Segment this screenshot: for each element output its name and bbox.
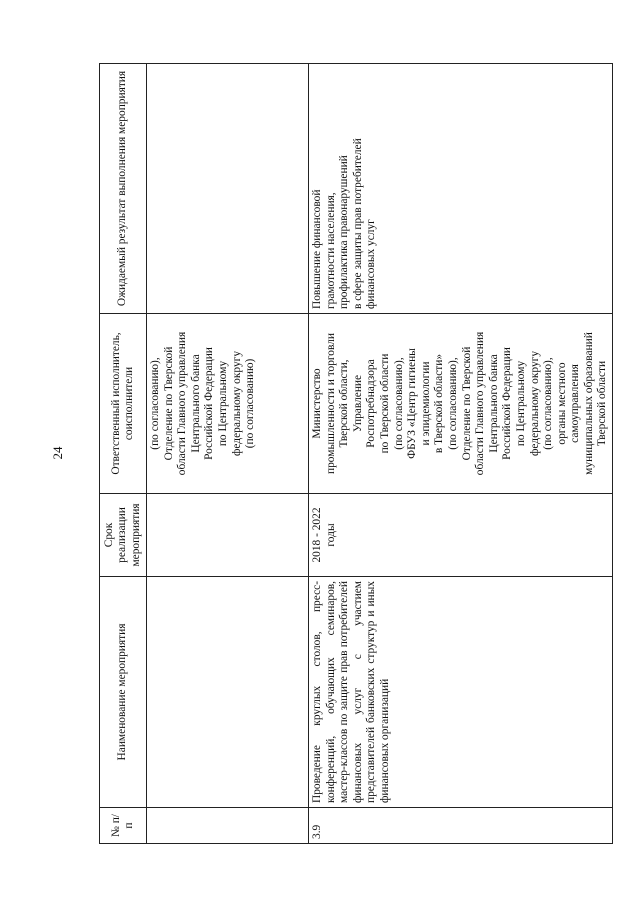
executor-line: по Центральному [216,360,229,447]
executor-line: федеральному округу [528,350,541,457]
result-line: финансовых услуг [365,219,378,309]
cell-name: Проведение круглых столов, пресс-конференций, обучающих семинаров, мастер-классов по защите прав потребителей финансовых услуг с участием представителей банковских структур и иных финансовых организаций [309,577,613,808]
cell-num: 3.9 [309,808,613,844]
executor-line: (по согласованию), [542,357,555,450]
cell-num [147,808,309,844]
cell-result [147,64,309,314]
executor-line: (по согласованию), [446,357,459,450]
header-num: № п/п [100,808,147,844]
executor-line: (по согласованию), [149,357,161,450]
executor-line: Управление [351,374,364,433]
cell-executor [309,314,613,494]
executor-line: Тверской области, [338,359,351,448]
executor-line: области Главного управления [176,331,189,476]
cell-executor [147,314,309,494]
executor-line: Российской Федерации [203,347,216,460]
result-line: в сфере защиты прав потребителей [351,138,364,309]
page-number: 24 [50,446,65,460]
executor-line: по Тверской области [378,353,391,454]
executor-line: муниципальных образований [582,332,595,475]
executor-line: области Главного управления [474,331,487,476]
executor-line: Отделение по Тверской [460,346,473,461]
header-name: Наименование мероприятия [100,577,147,808]
executor-line: (по согласованию) [244,358,257,449]
executor-line: по Центральному [514,360,527,447]
activities-table [99,63,613,844]
executor-line: самоуправления [569,364,582,443]
rotated-table-container [99,64,609,844]
result-line: грамотности населения, [324,192,337,309]
executor-line: Центрального банка [189,354,202,453]
cell-result [309,64,613,314]
executor-line: Центрального банка [487,354,500,453]
executor-line: Российской Федерации [501,347,514,460]
header-executor: Ответственный исполнитель, соисполнители [100,314,147,494]
executor-line: (по согласованию), [392,357,405,450]
header-period: Срок реализации мероприятия [100,494,147,577]
result-line: профилактика правонарушений [338,155,351,309]
executor-line: в Тверской области» [433,353,446,454]
executor-line: и эпидемиологии [419,361,432,446]
table-row [147,64,309,844]
cell-name [147,577,309,808]
table-row [309,64,613,844]
table-header-row [100,64,147,844]
executor-line: промышленности и торговли [324,332,337,475]
executor-line: органы местного [555,362,568,445]
executor-line: Отделение по Тверской [162,346,175,461]
cell-period: 2018 - 2022 годы [309,494,613,577]
executor-line: федеральному округу [230,350,243,457]
executor-line: ФБУЗ «Центр гигиены [406,348,419,459]
result-line: Повышение финансовой [311,189,323,309]
cell-period [147,494,309,577]
executor-line: Роспотребнадзора [365,359,378,448]
executor-line: Тверской области [596,360,609,447]
executor-line: Министерство [311,368,323,439]
header-result: Ожидаемый результат выполнения мероприятия [100,64,147,314]
